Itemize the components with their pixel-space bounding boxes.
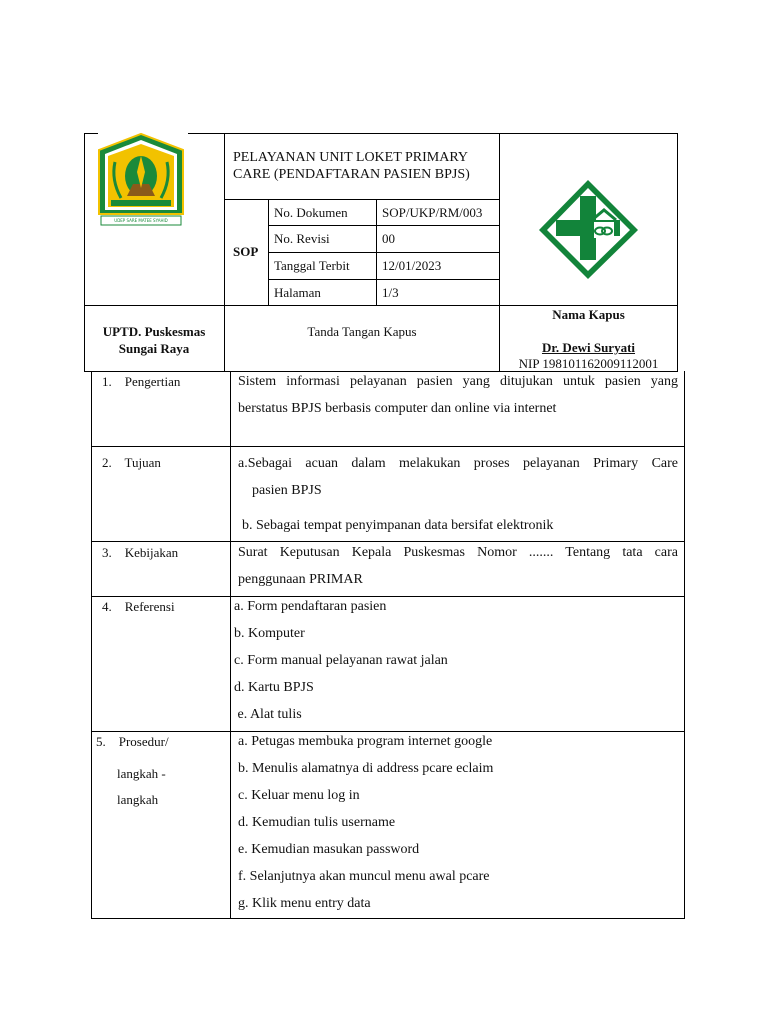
section-label-referensi: 4. Referensi bbox=[102, 599, 175, 614]
kapus-name: Dr. Dewi Suryati bbox=[541, 340, 636, 355]
org-name-line1: UPTD. Puskesmas bbox=[102, 324, 206, 339]
kapus-nip: NIP 198101162009112001 bbox=[518, 356, 659, 371]
meta-value-dokumen: SOP/UKP/RM/003 bbox=[382, 205, 483, 220]
prosedur-item: b. Menulis alamatnya di address pcare eclaim bbox=[238, 761, 494, 776]
section-label-prosedur: 5. Prosedur/ bbox=[96, 734, 169, 749]
meta-key-halaman: Halaman bbox=[274, 285, 321, 300]
kebijakan-line1: Surat Keputusan Kepala Puskesmas Nomor ....... Tentang tata cara bbox=[238, 545, 678, 560]
signature-label: Tanda Tangan Kapus bbox=[307, 324, 417, 339]
tujuan-line3: b. Sebagai tempat penyimpanan data bersifat elektronik bbox=[242, 518, 554, 533]
meta-key-revisi: No. Revisi bbox=[274, 231, 330, 246]
section-label-prosedur-2: langkah - bbox=[117, 766, 166, 781]
pengertian-line2: berstatus BPJS berbasis computer dan online via internet bbox=[238, 401, 557, 416]
org-name-line2: Sungai Raya bbox=[118, 341, 190, 356]
prosedur-item: f. Selanjutnya akan muncul menu awal pcare bbox=[238, 869, 490, 884]
section-label-pengertian: 1. Pengertian bbox=[102, 374, 181, 389]
meta-value-halaman: 1/3 bbox=[382, 285, 399, 300]
document-title-line2: CARE (PENDAFTARAN PASIEN BPJS) bbox=[233, 167, 470, 182]
meta-value-revisi: 00 bbox=[382, 231, 395, 246]
section-label-kebijakan: 3. Kebijakan bbox=[102, 545, 179, 560]
prosedur-item: c. Keluar menu log in bbox=[238, 788, 360, 803]
referensi-item: a. Form pendaftaran pasien bbox=[234, 599, 387, 614]
referensi-item: c. Form manual pelayanan rawat jalan bbox=[234, 653, 448, 668]
pengertian-line1: Sistem informasi pelayanan pasien yang ditujukan untuk pasien yang bbox=[238, 374, 678, 389]
prosedur-item: e. Kemudian masukan password bbox=[238, 842, 420, 857]
sop-label: SOP bbox=[233, 244, 259, 259]
prosedur-item: g. Klik menu entry data bbox=[238, 896, 371, 911]
section-label-tujuan: 2. Tujuan bbox=[102, 455, 161, 470]
meta-key-tanggal: Tanggal Terbit bbox=[274, 258, 350, 273]
puskesmas-cross-logo bbox=[536, 178, 641, 281]
referensi-item: d. Kartu BPJS bbox=[234, 680, 314, 695]
meta-value-tanggal: 12/01/2023 bbox=[382, 258, 442, 273]
document-title-line1: PELAYANAN UNIT LOKET PRIMARY bbox=[233, 150, 469, 165]
meta-key-dokumen: No. Dokumen bbox=[274, 205, 348, 220]
kapus-label: Nama Kapus bbox=[552, 307, 625, 322]
prosedur-item: d. Kemudian tulis username bbox=[238, 815, 396, 830]
tujuan-line2: pasien BPJS bbox=[252, 483, 322, 498]
tujuan-line1: a.Sebagai acuan dalam melakukan proses pelayanan Primary Care bbox=[238, 456, 678, 471]
prosedur-item: a. Petugas membuka program internet google bbox=[238, 734, 493, 749]
referensi-item: e. Alat tulis bbox=[234, 707, 302, 722]
logo-banner-text: UDEP SARE MATEE SYAHID bbox=[114, 218, 168, 223]
section-label-prosedur-3: langkah bbox=[117, 792, 159, 807]
referensi-item: b. Komputer bbox=[234, 626, 305, 641]
aceh-emblem-logo bbox=[97, 132, 186, 230]
kebijakan-line2: penggunaan PRIMAR bbox=[238, 572, 363, 587]
